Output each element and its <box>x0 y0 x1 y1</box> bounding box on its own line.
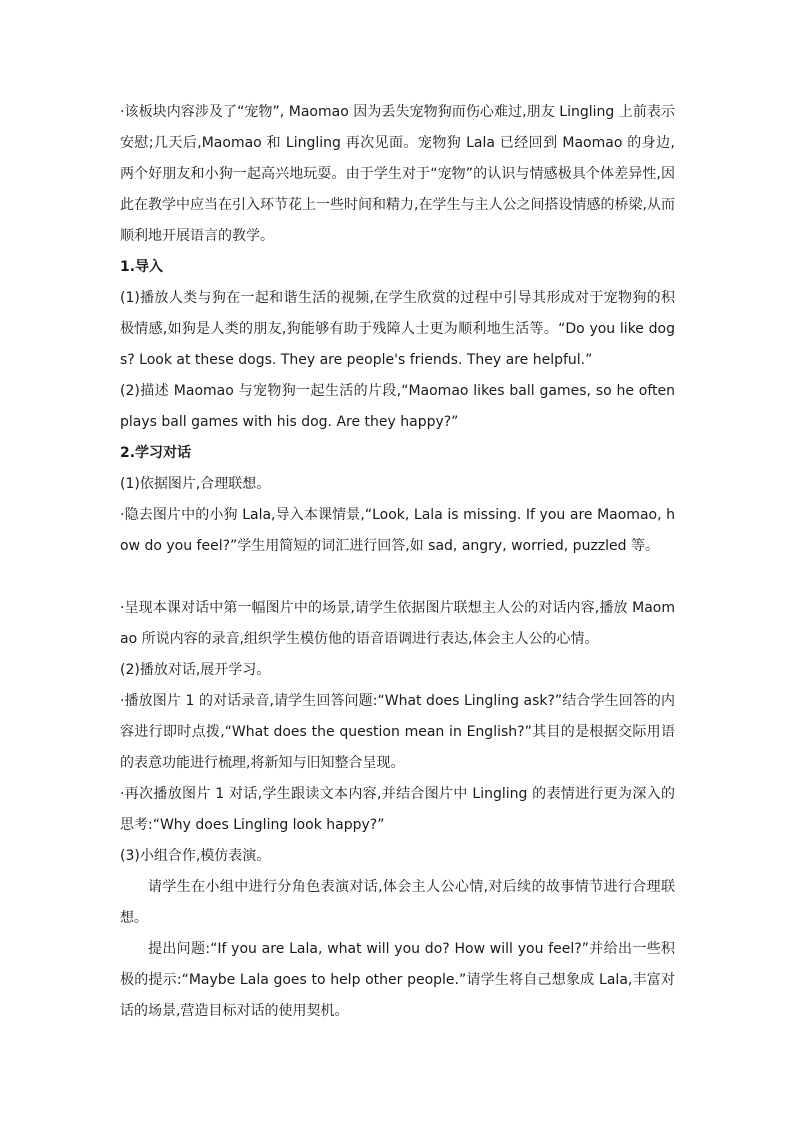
dialogue-bullet-play-recording: ·播放图片 1 的对话录音,请学生回答问题:“What does Lingling ask?”结合学生回答的内容进行即时点拨,“What does the question mean in English?”其目的是根据交际用语的表意功能进行梳理,将新知与旧知整合呈现。 <box>120 693 675 771</box>
document-body <box>120 97 675 1027</box>
question-prompt-paragraph: 提出问题:“If you are Lala, what will you do? How will you feel?”并给出一些积极的提示:“Maybe Lala goes to help other people.”请学生将自己想象成 Lala,丰富对话的场景,营造目标对话的使用契机。 <box>120 941 675 1019</box>
dialogue-bullet-hide-dog: ·隐去图片中的小狗 Lala,导入本课情景,“Look, Lala is missing. If you are Maomao, how do you feel?”学生用简短的词汇进行回答,如 sad, angry, worried, puzzled 等。 <box>120 507 675 554</box>
section-heading-dialogue: 2.学习对话 <box>120 445 192 461</box>
dialogue-bullet-replay: ·再次播放图片 1 对话,学生跟读文本内容,并结合图片中 Lingling 的表情进行更为深入的思考:“Why does Lingling look happy?” <box>120 786 675 833</box>
intro-paragraph: ·该板块内容涉及了“宠物”, Maomao 因为丢失宠物狗而伤心难过,朋友 Lingling 上前表示安慰;几天后,Maomao 和 Lingling 再次见面。宠物狗 Lala 已经回到 Maomao 的身边,两个好朋友和小狗一起高兴地玩耍。由于学生对于“宠物”的认识与情感极具个体差异性,因此在教学中应当在引入环节花上一些时间和精力,在学生与主人公之间搭设情感的桥梁,从而顺利地开展语言的教学。 <box>120 104 675 244</box>
intro-step-1-paragraph: (1)播放人类与狗在一起和谐生活的视频,在学生欣赏的过程中引导其形成对于宠物狗的积极情感,如狗是人类的朋友,狗能够有助于残障人士更为顺利地生活等。“Do you like dogs? Look at these dogs. They are people's friends. They are helpful.” <box>120 290 675 368</box>
dialogue-step-1-title: (1)依据图片,合理联想。 <box>120 476 271 492</box>
dialogue-step-3-title: (3)小组合作,模仿表演。 <box>120 848 271 864</box>
dialogue-bullet-first-picture: ·呈现本课对话中第一幅图片中的场景,请学生依据图片联想主人公的对话内容,播放 Maomao 所说内容的录音,组织学生模仿他的语音语调进行表达,体会主人公的心情。 <box>120 600 675 647</box>
section-heading-intro: 1.导入 <box>120 259 164 275</box>
dialogue-step-2-title: (2)播放对话,展开学习。 <box>120 662 271 678</box>
group-roleplay-paragraph: 请学生在小组中进行分角色表演对话,体会主人公心情,对后续的故事情节进行合理联想。 <box>120 879 675 926</box>
intro-step-2-paragraph: (2)描述 Maomao 与宠物狗一起生活的片段,“Maomao likes ball games, so he often plays ball games with his dog. Are they happy?” <box>120 383 675 430</box>
paragraph-gap <box>120 562 675 593</box>
